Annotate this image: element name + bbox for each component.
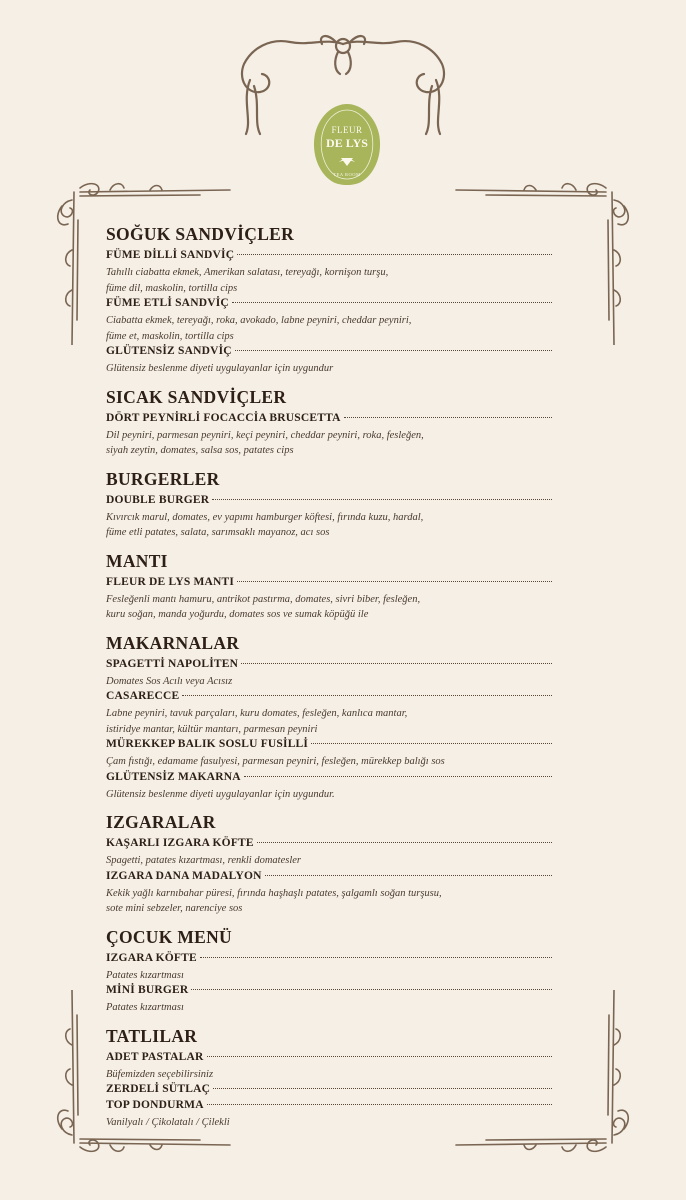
dotted-leader [213, 1088, 552, 1089]
item-name: KAŞARLI IZGARA KÖFTE [106, 837, 254, 849]
menu-item [106, 658, 552, 674]
menu-item [106, 494, 552, 510]
menu-item [106, 952, 552, 968]
logo-line2: DE LYS [326, 136, 368, 150]
logo-text [312, 124, 382, 177]
menu-section [106, 633, 552, 803]
item-description: Labne peyniri, tavuk parçaları, kuru domates, fesleğen, kanlıca mantar, istiridye mantar, kültür mantarı, parmesan peyniri [106, 708, 408, 735]
item-description: Ciabatta ekmek, tereyağı, roka, avokado, labne peyniri, cheddar peyniri, füme et, maskolin, tortilla cips [106, 315, 412, 342]
item-description: Çam fıstığı, edamame fasulyesi, parmesan peyniri, fesleğen, mürekkep balığı sos [106, 756, 445, 767]
menu-item [106, 1083, 552, 1099]
item-name: DÖRT PEYNİRLİ FOCACCİA BRUSCETTA [106, 411, 341, 424]
section-title: IZGARALAR [106, 812, 216, 832]
menu-section [106, 1026, 552, 1131]
menu-item [106, 345, 552, 361]
menu-section [106, 927, 552, 1016]
item-name: FLEUR DE LYS MANTI [106, 575, 235, 588]
item-name: IZGARA KÖFTE [106, 951, 197, 964]
section-title: MANTI [106, 550, 168, 571]
dotted-leader [232, 302, 552, 303]
item-name: IZGARA DANA MADALYON [106, 869, 262, 882]
item-description: Spagetti, patates kızartması, renkli domatesler [106, 855, 302, 866]
section-title: MAKARNALAR [106, 632, 240, 653]
item-name: MÜREKKEP BALIK SOSLU FUSİLLİ [106, 738, 309, 750]
section-title: TATLILAR [106, 1025, 198, 1046]
menu-item [106, 412, 552, 428]
item-description: Dil peyniri, parmesan peyniri, keçi peyniri, cheddar peyniri, roka, fesleğen, siyah zeytin, domates, salsa sos, patates cips [106, 429, 424, 456]
dotted-leader [241, 663, 552, 664]
menu-section [106, 224, 552, 377]
menu-section [106, 812, 552, 917]
dotted-leader [265, 875, 552, 876]
menu-content [106, 224, 552, 1141]
item-description: Patates kızartması [106, 969, 184, 981]
menu-item [106, 1051, 552, 1067]
dotted-leader [207, 1056, 553, 1057]
menu-item [106, 690, 552, 706]
dotted-leader [207, 1104, 552, 1105]
item-name: FÜME DİLLİ SANDVİÇ [106, 249, 235, 261]
dotted-leader [244, 776, 552, 777]
item-description: Kekik yağlı karnıbahar püresi, fırında haşhaşlı patates, şalgamlı soğan turşusu, sote mini sebzeler, narenciye sos [106, 887, 442, 914]
menu-section [106, 469, 552, 541]
dotted-leader [235, 350, 552, 351]
dotted-leader [344, 417, 552, 418]
item-description: Tahıllı ciabatta ekmek, Amerikan salatası, tereyağı, kornişon turşu, füme dil, maskolin, tortilla cips [106, 267, 389, 294]
dotted-leader [257, 842, 552, 843]
item-name: ZERDELİ SÜTLAÇ [106, 1083, 211, 1095]
section-title: ÇOCUK MENÜ [106, 926, 232, 947]
dotted-leader [212, 499, 552, 500]
dotted-leader [182, 695, 552, 696]
item-description: Vanilyalı / Çikolatalı / Çilekli [106, 1117, 230, 1128]
item-name: DOUBLE BURGER [106, 493, 210, 506]
item-name: FÜME ETLİ SANDVİÇ [106, 297, 229, 309]
menu-item [106, 771, 552, 787]
menu-item [106, 738, 552, 754]
dotted-leader [237, 254, 552, 255]
menu-item [106, 297, 552, 313]
item-description: Glütensiz beslenme diyeti uygulayanlar için uygundur [106, 363, 334, 374]
menu-item [106, 984, 552, 1000]
item-name: MİNİ BURGER [106, 984, 189, 996]
item-description: Domates Sos Acılı veya Acısız [106, 675, 233, 687]
dotted-leader [237, 581, 552, 582]
item-name: GLÜTENSİZ MAKARNA [106, 770, 241, 783]
item-description: Fesleğenli mantı hamuru, antrikot pastırma, domates, sivri biber, fesleğen, kuru soğan, manda yoğurdu, domates sos ve sumak köpüğü ile [106, 593, 421, 620]
item-description: Kıvırcık marul, domates, ev yapımı hamburger köftesi, fırında kuzu, hardal, füme etli patates, salata, sarımsaklı mayanoz, acı sos [106, 511, 424, 538]
item-name: ADET PASTALAR [106, 1050, 204, 1063]
menu-item [106, 1099, 552, 1115]
dotted-leader [311, 743, 552, 744]
item-name: CASARECCE [106, 690, 180, 702]
item-name: GLÜTENSİZ SANDVİÇ [106, 345, 232, 357]
menu-item [106, 837, 552, 853]
item-name: TOP DONDURMA [106, 1099, 204, 1111]
logo-tagline: TEA ROOM [333, 172, 361, 177]
menu-section [106, 387, 552, 459]
menu-section [106, 551, 552, 623]
item-description: Büfemizden seçebilirsiniz [106, 1068, 214, 1080]
menu-item [106, 870, 552, 886]
section-title: BURGERLER [106, 468, 220, 489]
item-name: SPAGETTİ NAPOLİTEN [106, 657, 239, 670]
menu-item [106, 249, 552, 265]
item-description: Patates kızartması [106, 1002, 184, 1013]
dotted-leader [200, 957, 552, 958]
dotted-leader [191, 989, 552, 990]
logo-line1: FLEUR [331, 125, 363, 135]
section-title: SOĞUK SANDVİÇLER [106, 224, 295, 244]
menu-item [106, 576, 552, 592]
section-title: SICAK SANDVİÇLER [106, 386, 287, 407]
item-description: Glütensiz beslenme diyeti uygulayanlar için uygundur. [106, 788, 335, 800]
